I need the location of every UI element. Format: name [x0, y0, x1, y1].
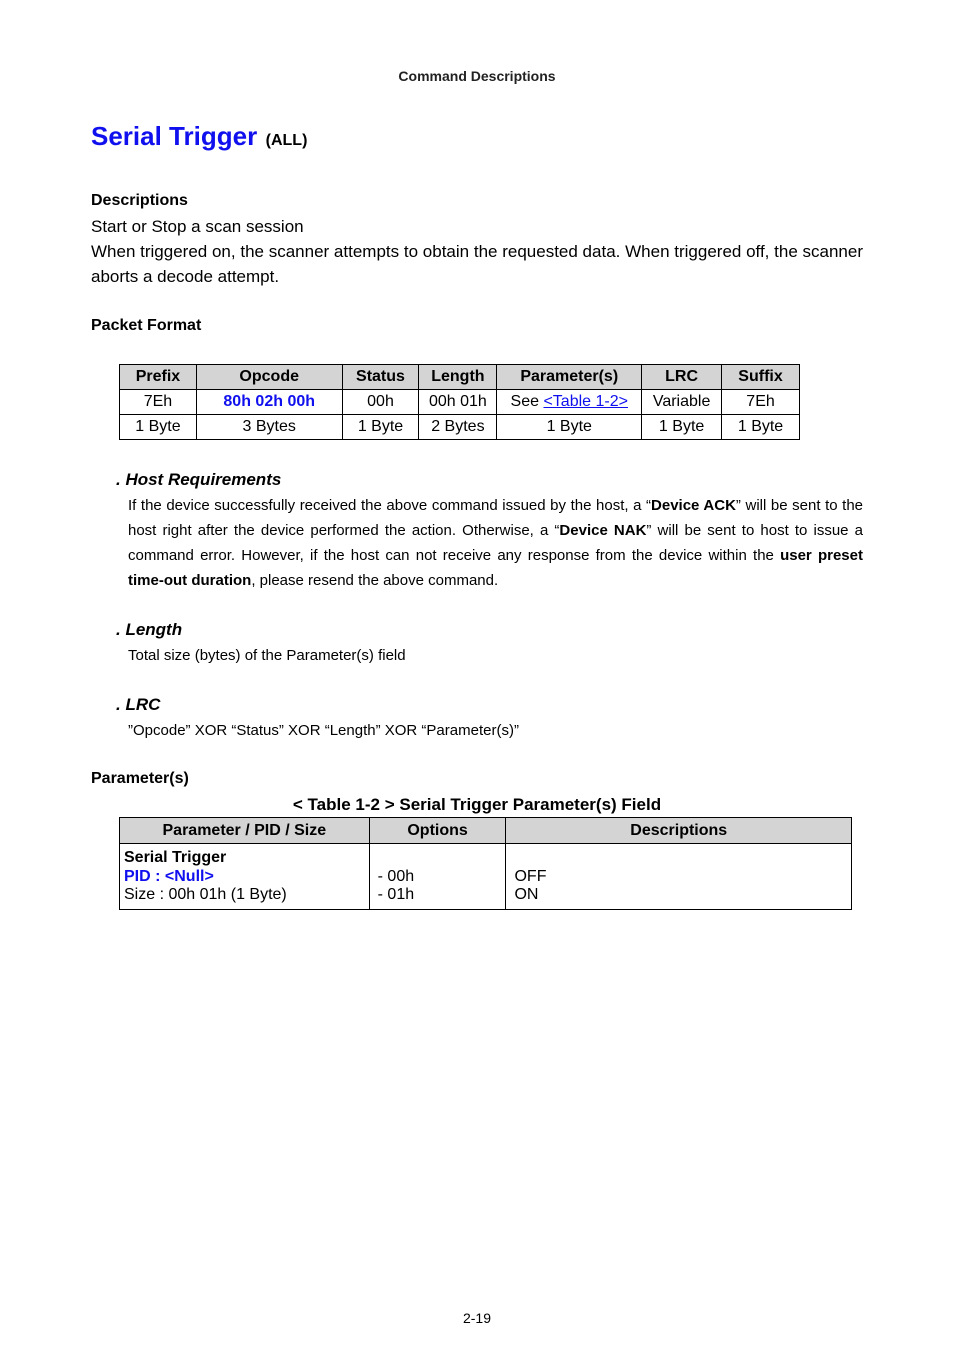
descriptions-line1: Start or Stop a scan session	[91, 217, 304, 236]
options-cell	[369, 844, 506, 910]
parameters-header-row	[120, 818, 852, 844]
table-1-2-link[interactable]: <Table 1-2>	[543, 393, 628, 410]
prefix-size: 1 Byte	[120, 415, 197, 440]
option-01h: - 01h	[377, 886, 415, 903]
col-lrc: LRC	[642, 365, 722, 390]
length-value: 00h 01h	[419, 390, 497, 415]
packet-format-table	[119, 364, 800, 440]
title-sub: (ALL)	[265, 132, 308, 149]
status-value: 00h	[342, 390, 419, 415]
descriptions-cell	[506, 844, 852, 910]
page-title	[91, 121, 307, 152]
device-nak-term: Device NAK	[559, 522, 647, 539]
prefix-value: 7Eh	[120, 390, 197, 415]
packet-size-row	[120, 415, 800, 440]
packet-value-row	[120, 390, 800, 415]
opcode-size: 3 Bytes	[196, 415, 342, 440]
parameter-cell	[120, 844, 370, 910]
title-main: Serial Trigger	[91, 121, 258, 151]
parameter-pid: PID : <Null>	[124, 867, 214, 885]
col-prefix: Prefix	[120, 365, 197, 390]
parameters-size: 1 Byte	[497, 415, 642, 440]
suffix-size: 1 Byte	[722, 415, 800, 440]
parameters-heading: Parameter(s)	[91, 770, 189, 787]
descriptions-line2: When triggered on, the scanner attempts to obtain the requested data. When triggered off, the scanner aborts a decode attempt.	[91, 242, 863, 286]
col-length: Length	[419, 365, 497, 390]
col-descriptions: Descriptions	[506, 818, 852, 844]
opcode-value: 80h 02h 00h	[196, 390, 342, 415]
status-size: 1 Byte	[342, 415, 419, 440]
lrc-value: Variable	[642, 390, 722, 415]
col-suffix: Suffix	[722, 365, 800, 390]
lrc-body: ”Opcode” XOR “Status” XOR “Length” XOR “Parameter(s)”	[128, 722, 519, 739]
parameters-table	[119, 817, 852, 910]
col-parameter-pid-size: Parameter / PID / Size	[120, 818, 370, 844]
length-body: Total size (bytes) of the Parameter(s) field	[128, 647, 406, 664]
length-heading: . Length	[116, 620, 183, 639]
option-00h: - 00h	[377, 867, 415, 885]
table-row	[120, 844, 852, 910]
host-requirements-body	[128, 493, 863, 593]
parameters-see: See	[510, 393, 544, 410]
packet-format-heading: Packet Format	[91, 317, 202, 334]
packet-header-row	[120, 365, 800, 390]
parameter-size: Size : 00h 01h (1 Byte)	[124, 886, 287, 903]
host-text-4: , please resend the above command.	[251, 572, 499, 589]
col-opcode: Opcode	[196, 365, 342, 390]
page-header: Command Descriptions	[398, 68, 556, 84]
descriptions-body	[91, 214, 863, 289]
col-status: Status	[342, 365, 419, 390]
desc-off: OFF	[514, 867, 547, 885]
parameters-value	[497, 390, 642, 415]
host-text-1: If the device successfully received the above command issued by the host, a “	[128, 497, 652, 514]
timeout-term: user preset time-out duration	[128, 547, 863, 589]
suffix-value: 7Eh	[722, 390, 800, 415]
host-requirements-heading: . Host Requirements	[116, 470, 282, 489]
table-caption: < Table 1-2 > Serial Trigger Parameter(s) Field	[292, 795, 662, 814]
host-text-3: ” will be sent to host to issue a command error. However, if the host can not receive any response from the device within the	[128, 522, 863, 564]
col-parameters: Parameter(s)	[497, 365, 642, 390]
device-ack-term: Device ACK	[651, 497, 736, 514]
lrc-size: 1 Byte	[642, 415, 722, 440]
desc-on: ON	[514, 886, 539, 903]
parameter-name: Serial Trigger	[124, 849, 227, 866]
page-number: 2-19	[462, 1310, 492, 1326]
host-text-2: ” will be sent to the host right after the device performed the action. Otherwise, a “	[128, 497, 864, 539]
length-size: 2 Bytes	[419, 415, 497, 440]
descriptions-heading: Descriptions	[91, 192, 188, 209]
col-options: Options	[369, 818, 506, 844]
lrc-heading: . LRC	[116, 695, 161, 714]
